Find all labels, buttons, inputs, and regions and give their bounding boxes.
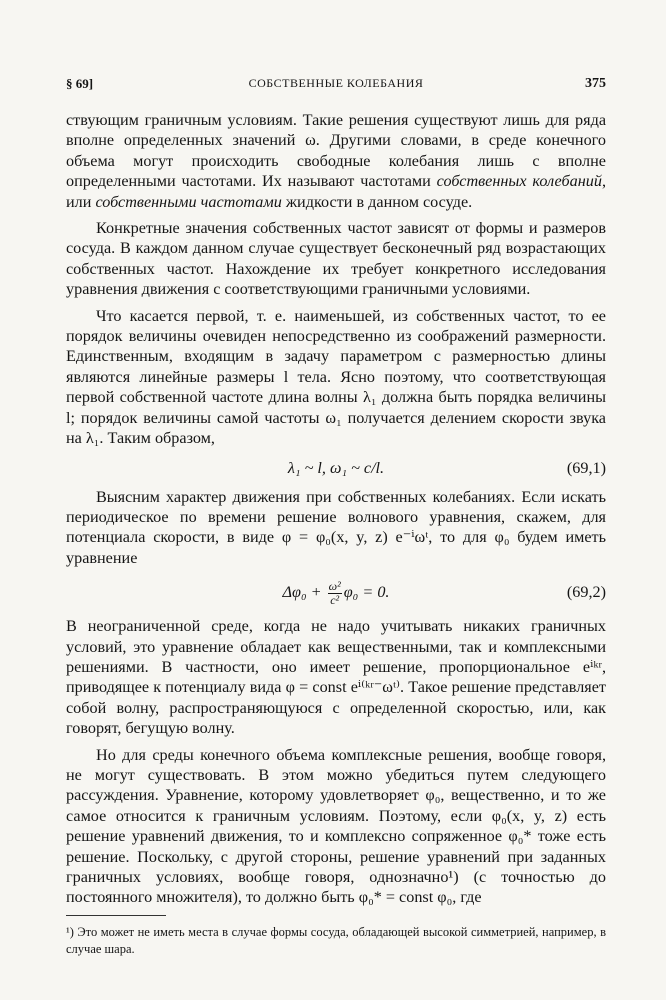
page-number: 375: [585, 76, 606, 91]
footnote-rule: [66, 915, 166, 916]
fraction-numerator: ω²: [328, 578, 341, 593]
paragraph-1-text: ствующим граничным условиям. Такие решения существуют лишь для ряда вполне определенных значений ω. Другими словами, в среде конечного объема могут происходить свободные колебания лишь с вполне определенными частотами. Их называют частотами: [66, 111, 606, 191]
equation-69-2-right: φ₀ = 0.: [343, 583, 390, 602]
equation-69-1-number: (69,1): [566, 458, 606, 477]
paragraph-5: В неограниченной среде, когда не надо учитывать никаких граничных условий, это уравнение обладает как вещественными, так и комплексными решениями. В частности, оно имеет решение, пропорциональное eⁱᵏʳ, приводящее к потенциалу вида φ = const eⁱ⁽ᵏʳ⁻ωᵗ⁾. Такое решение представляет собой волну, распространяющуюся с определенной скоростью, или, как говорят, бегущую волну.: [66, 617, 606, 738]
equation-69-1: [66, 453, 606, 483]
paragraph-3: Что касается первой, т. е. наименьшей, из собственных частот, то ее порядок величины очевиден непосредственно из соображений размерности. Единственным, входящим в задачу параметром с размерностью длины являются линейные размеры l тела. Ясно поэтому, что соответствующая первой собственной частоте длина волны λ₁ должна быть порядка величины l; порядок величины самой частоты ω₁ получается делением скорости звука на λ₁. Таким образом,: [66, 306, 606, 448]
page-body: [66, 110, 606, 908]
paragraph-1-mid: , или: [66, 172, 606, 211]
section-number: § 69]: [66, 76, 94, 91]
equation-69-2: [66, 572, 606, 612]
fraction-denominator: c²: [330, 592, 340, 607]
equation-69-2-left: Δφ₀ +: [282, 583, 326, 602]
paragraph-4: Выясним характер движения при собственных колебаниях. Если искать периодическое по времени решение волнового уравнения, скажем, для потенциала скорости, в виде φ = φ₀(x, y, z) e⁻ⁱωᵗ, то для φ₀ будем иметь уравнение: [66, 487, 606, 567]
paragraph-6: Но для среды конечного объема комплексные решения, вообще говоря, не могут существовать. В этом можно убедиться путем следующего рассуждения. Уравнение, которому удовлетворяет φ₀, вещественно, и то же самое относится к граничным условиям. Поэтому, если φ₀(x, y, z) есть решение уравнений движения, то и комплексно сопряженное φ₀* тоже есть решение. Поскольку, с другой стороны, решение уравнений при заданных граничных условиях, вообще говоря, однозначно¹) (с точностью до постоянного множителя), то должно быть φ₀* = const φ₀, где: [66, 745, 606, 907]
page-header: [66, 76, 606, 100]
equation-69-2-fraction: [328, 580, 342, 607]
equation-69-2-number: (69,2): [566, 583, 606, 602]
term-natural-oscillations: собственных колебаний: [436, 172, 602, 191]
paragraph-2: Конкретные значения собственных частот зависят от формы и размеров сосуда. В каждом данном случае существует бесконечный ряд возрастающих собственных частот. Нахождение их требует конкретного исследования уравнения движения с соответствующими граничными условиями.: [66, 219, 606, 299]
paragraph-1-end: жидкости в данном сосуде.: [281, 192, 473, 211]
term-natural-frequencies: собственными частотами: [95, 192, 282, 211]
equation-69-1-formula: λ₁ ~ l, ω₁ ~ c/l.: [287, 458, 385, 477]
footnote: ¹) Это может не иметь места в случае формы сосуда, обладающей высокой симметрией, например, в случае шара.: [66, 925, 606, 956]
running-title: СОБСТВЕННЫЕ КОЛЕБАНИЯ: [248, 76, 424, 90]
paragraph-1: [66, 110, 606, 212]
equation-69-2-formula: [66, 572, 606, 612]
